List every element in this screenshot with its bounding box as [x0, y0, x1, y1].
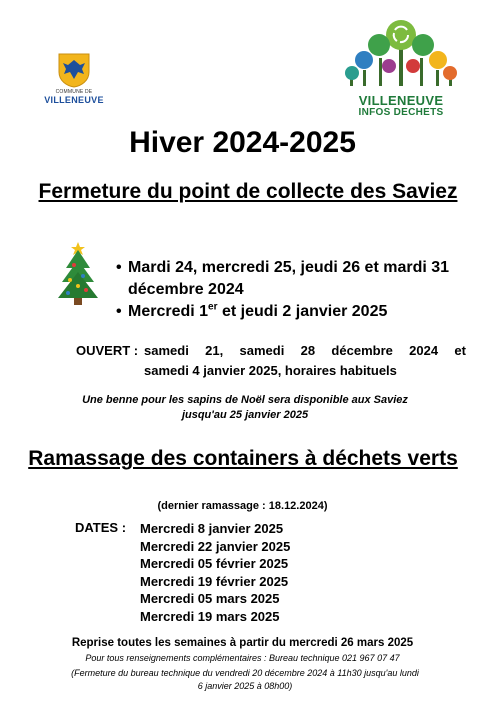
note-line2: jusqu'au 25 janvier 2025 — [181, 409, 309, 421]
commune-name: VILLENEUVE — [44, 95, 104, 105]
bullet-icon: • — [116, 303, 122, 320]
closing-line1: (Fermeture du bureau technique du vendredi 20 décembre 2024 à 11h30 jusqu'au lundi — [71, 668, 419, 678]
list-item — [116, 257, 456, 301]
commune-logo — [40, 52, 108, 108]
list-item: Mercredi 05 mars 2025 — [140, 591, 280, 606]
contact-text: Pour tous renseignements complémentaires : Bureau technique 021 967 07 47 — [85, 653, 400, 663]
closure-dates-list — [116, 257, 456, 323]
commune-small-label: COMMUNE DE — [55, 89, 93, 95]
last-pickup-note: (dernier ramassage : 18.12.2024) — [157, 500, 328, 512]
closure-date-post: et jeudi 2 janvier 2025 — [217, 303, 388, 320]
section2-heading: Ramassage des containers à déchets verts — [28, 447, 458, 470]
closure-date-pre: Mercredi 1 — [128, 303, 209, 320]
dates-label: DATES : — [75, 520, 127, 535]
open-label: OUVERT : — [76, 343, 139, 358]
office-closure-note — [30, 667, 460, 693]
note-line1: Une benne pour les sapins de Noël sera disponible aux Saviez — [82, 394, 408, 406]
closure-date-text: Mardi 24, mercredi 25, jeudi 26 et mardi 31 décembre 2024 — [128, 259, 450, 298]
christmas-tree-icon — [56, 240, 100, 306]
tree-disposal-note — [40, 393, 450, 423]
infos-dechets-logo — [345, 18, 457, 118]
page-title: Hiver 2024-2025 — [129, 126, 356, 159]
brand-line2: INFOS DECHETS — [358, 107, 444, 118]
list-item: Mercredi 8 janvier 2025 — [140, 521, 284, 536]
pickup-dates-list — [140, 520, 290, 625]
closing-line2: 6 janvier 2025 à 08h00) — [197, 681, 293, 691]
open-line2: samedi 4 janvier 2025, horaires habituels — [144, 363, 397, 378]
brand-line1: VILLENEUVE — [358, 93, 444, 108]
list-item: Mercredi 19 février 2025 — [140, 573, 289, 589]
open-line1: samedi 21, samedi 28 décembre 2024 et — [144, 343, 466, 358]
recycling-trees-icon — [345, 18, 457, 90]
list-item — [116, 301, 456, 323]
list-item: Mercredi 19 mars 2025 — [140, 608, 280, 624]
list-item: Mercredi 22 janvier 2025 — [140, 538, 291, 554]
reprise-text: Reprise toutes les semaines à partir du mercredi 26 mars 2025 — [71, 637, 414, 649]
section1-heading — [38, 178, 458, 205]
closure-date-sup: er — [208, 301, 218, 313]
list-item: Mercredi 05 février 2025 — [140, 556, 289, 571]
commune-crest-icon — [57, 52, 91, 88]
bullet-icon: • — [116, 259, 122, 276]
section1-heading-text: Fermeture du point de collecte des Saviez — [38, 180, 458, 203]
open-dates — [76, 341, 466, 381]
